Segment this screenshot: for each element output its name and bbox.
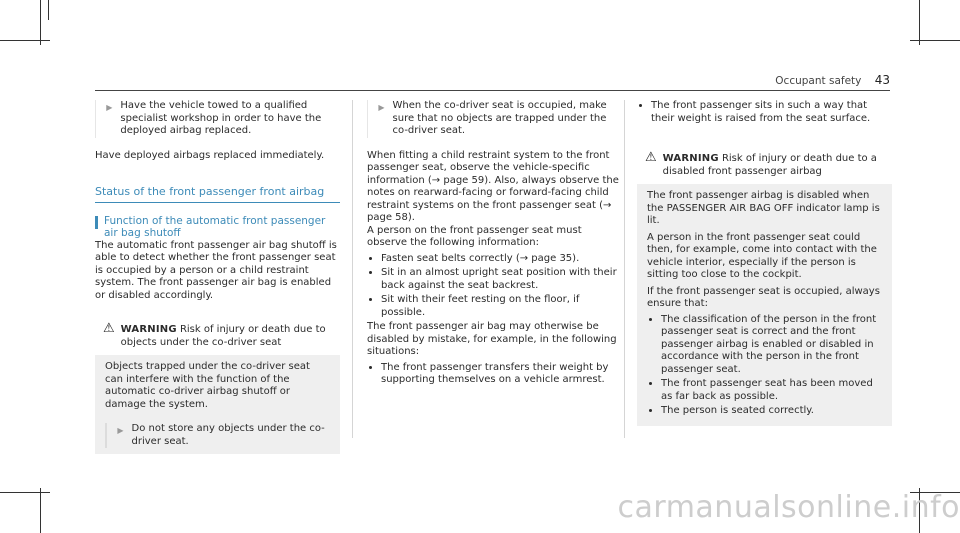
step-bar	[367, 100, 368, 138]
warning-header	[637, 147, 892, 184]
warning-label: WARNING	[662, 153, 719, 164]
running-header	[775, 73, 890, 87]
column-1	[95, 100, 340, 454]
arrow-right-icon: ▶	[106, 103, 113, 112]
warning-box	[95, 318, 340, 454]
step-bar	[95, 100, 96, 138]
crop-mark	[919, 0, 920, 45]
crop-mark	[48, 0, 49, 20]
warning-text: Objects trapped under the co-driver seat can interfere with the function of the automatic co-driver airbag shutoff or damage the system.	[105, 361, 310, 410]
crop-mark	[40, 488, 41, 533]
list-item: • The front passenger sits in such a way that their weight is raised from the seat surface.	[651, 100, 892, 125]
list-item: • Sit with their feet resting on the floor, if possible.	[381, 294, 622, 319]
paragraph: The automatic front passenger air bag shutoff is able to detect whether the front passenger seat is occupied by a person or a child restraint system. The front passenger air bag is enabled or disabled accordingly.	[95, 239, 337, 301]
arrow-right-icon: ▶	[378, 103, 385, 112]
list-item: • The front passenger seat has been moved as far back as possible.	[661, 378, 882, 403]
paragraph: A person on the front passenger seat must observe the following information:	[367, 224, 582, 248]
warning-title: Risk of injury or death due to a disabled front passenger airbag	[662, 153, 877, 177]
subsection-title-text: Function of the automatic front passenger air bag shutoff	[104, 214, 326, 239]
paragraph: When fitting a child restraint system to the front passenger seat, observe the vehicle-specific information (→ page 59). Also, always observe the notes on rearward-facing or forward-facing child restraint systems on the front passenger seat (→ page 58).	[367, 149, 619, 223]
section-name: Occupant safety	[775, 75, 862, 87]
bullet-list	[367, 362, 622, 387]
bullet-list	[637, 100, 892, 125]
column-3	[637, 100, 892, 426]
column-separator	[352, 100, 353, 438]
warning-header-text	[121, 324, 332, 349]
warning-text: A person in the front passenger seat could then, for example, come into contact with the vehicle interior, especially if the person is sitting too close to the cockpit.	[647, 231, 877, 280]
warning-text: The front passenger airbag is disabled when the PASSENGER AIR BAG OFF indicator lamp is lit.	[647, 190, 880, 226]
step-bar	[105, 423, 107, 448]
bullet-block	[637, 100, 892, 125]
subsection-title	[95, 215, 340, 240]
paragraph: The front passenger air bag may otherwise be disabled by mistake, for example, in the following situations:	[367, 321, 617, 357]
warning-body	[637, 184, 892, 426]
list-item: • The classification of the person in the front passenger seat is correct and the front passenger airbag is enabled or disabled in accordance with the person in the front passenger seat.	[661, 314, 882, 377]
warning-label: WARNING	[120, 324, 177, 335]
crop-mark	[910, 40, 960, 41]
warning-header-text	[663, 153, 884, 178]
subsection-marker	[95, 216, 98, 229]
warning-box	[637, 147, 892, 426]
warning-title: Risk of injury or death due to objects under the co-driver seat	[120, 324, 326, 348]
section-title: Status of the front passenger front airbag	[95, 186, 340, 203]
warning-body	[95, 355, 340, 454]
step-text: Do not store any objects under the co-driver seat.	[131, 423, 325, 447]
bullet-list	[647, 314, 882, 418]
watermark-text: carmanualsonline.info	[617, 490, 960, 525]
crop-mark	[40, 0, 41, 45]
arrow-right-icon: ▶	[117, 426, 124, 435]
warning-header	[95, 318, 340, 355]
paragraph: Have deployed airbags replaced immediately.	[95, 149, 325, 161]
header-rule	[95, 90, 890, 91]
page-number: 43	[874, 73, 890, 87]
warning-triangle-icon: ⚠	[103, 321, 115, 336]
warning-triangle-icon: ⚠	[645, 150, 657, 165]
instruction-step	[95, 100, 340, 138]
instruction-step	[105, 423, 330, 448]
column-2	[367, 100, 622, 389]
bullet-list	[367, 253, 622, 320]
step-text: When the co-driver seat is occupied, make sure that no objects are trapped under the co-driver seat.	[392, 100, 607, 136]
instruction-step	[367, 100, 622, 138]
list-item: • Sit in an almost upright seat position with their back against the seat backrest.	[381, 267, 622, 292]
crop-mark	[0, 40, 50, 41]
list-item: • The person is seated correctly.	[661, 405, 882, 418]
column-separator	[624, 100, 625, 438]
list-item: • The front passenger transfers their weight by supporting themselves on a vehicle armrest.	[381, 362, 622, 387]
warning-text: If the front passenger seat is occupied, always ensure that:	[647, 285, 880, 309]
list-item: • Fasten seat belts correctly (→ page 35).	[381, 253, 622, 266]
crop-mark	[0, 492, 50, 493]
step-text: Have the vehicle towed to a qualified specialist workshop in order to have the deployed airbag replaced.	[120, 100, 322, 136]
